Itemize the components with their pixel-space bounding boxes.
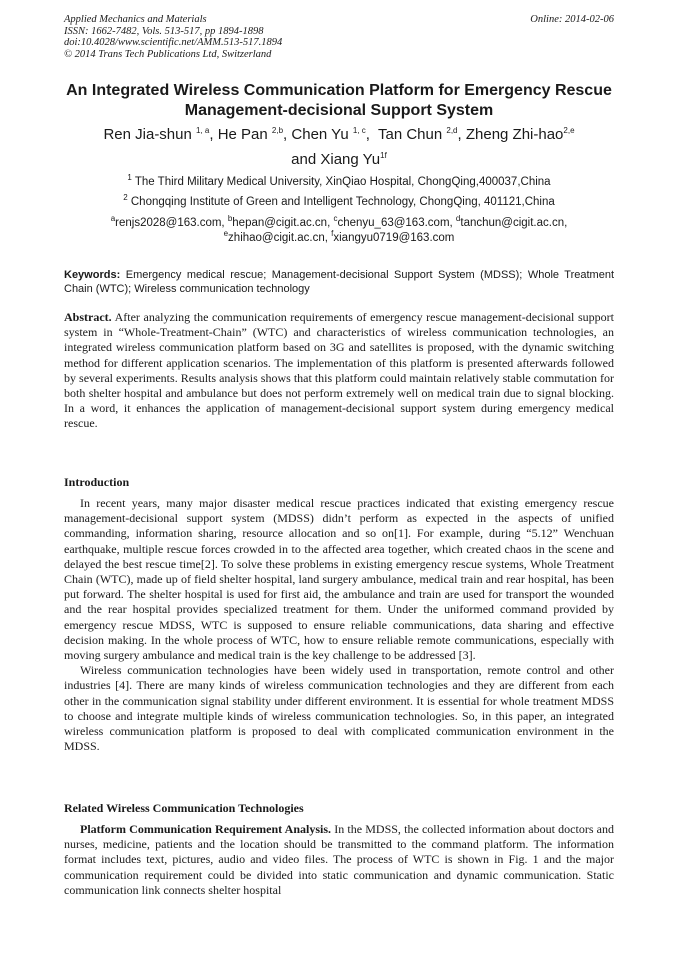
author-sup: 2,e	[563, 126, 575, 135]
intro-paragraph-2: Wireless communication technologies have been widely used in transportation, remote control and other industries [4]. There are many kinds of wireless communication technologies and they are different from each other in the communication signal stability under different environment. It is essential for whole treatment MDSS to choose and integrate multiple kinds of wireless communication technologies. So, in this paper, an integrated wireless communication platform is proposed to deal with complicated communication environment in the MDSS.	[64, 663, 614, 754]
author-name: Zheng Zhi-hao	[465, 126, 564, 143]
email-link[interactable]: tanchun@cigit.ac.cn,	[460, 217, 568, 229]
related-heading: Related Wireless Communication Technologies	[64, 801, 304, 815]
keywords-block	[64, 268, 614, 296]
author-sup: 2,b	[271, 126, 284, 135]
journal-header	[64, 14, 282, 60]
issn-line: ISSN: 1662-7482, Vols. 513-517, pp 1894-1898	[64, 25, 264, 37]
abstract-label: Abstract.	[64, 310, 112, 324]
email-link[interactable]: renjs2028@163.com,	[115, 217, 228, 229]
online-date: Online: 2014-02-06	[530, 14, 614, 25]
author-name: Chen Yu	[291, 126, 349, 143]
email-sup: d	[455, 214, 461, 224]
email-sup: e	[223, 229, 229, 239]
author-sup: 2,d	[446, 126, 458, 135]
introduction-heading: Introduction	[64, 475, 130, 489]
author-name: He Pan	[217, 126, 268, 143]
related-text: In the MDSS, the collected information about doctors and nurses, medicine, patients and the location should be transmitted to the command platform. The information format includes text, pictures, audio and video files. The process of WTC is shown in Fig. 1 and the major communication requirement could be divided into static communication and dynamic communication. Static communication link connects shelter hospital	[64, 822, 615, 897]
abstract-text: After analyzing the communication requirements of emergency rescue management-decisional support system in “Whole-Treatment-Chain” (WTC) and characteristics of wireless communication technologies, an integrated wireless communication platform based on 3G and satellites is proposed, with the dynamic switching method for different application scenarios. The implementation of this platform is presented afterwards followed by several experiments. Results analysis shows that this platform could maintain relatively stable commutation for both shelter hospital and ambulance but does not perform extremely well on medical train due to signal blocking. In a word, it enhances the application of management-decisional support system during emergency medical rescue.	[64, 310, 614, 431]
affiliation-text: Chongqing Institute of Green and Intelligent Technology, ChongQing, 401121,China	[130, 196, 555, 208]
keywords-text: Emergency medical rescue; Management-decisional Support System (MDSS); Whole Treatment Chain (WTC); Wireless communication technology	[64, 269, 614, 295]
journal-name: Applied Mechanics and Materials	[64, 14, 207, 25]
email-line-1	[40, 216, 638, 231]
affiliation-sup: 1	[127, 173, 132, 183]
email-link[interactable]: hepan@cigit.ac.cn,	[232, 217, 334, 229]
author-name: Ren Jia-shun	[103, 126, 192, 143]
author-sup: 1, a	[196, 126, 210, 135]
related-lead: Platform Communication Requirement Analysis.	[80, 822, 332, 836]
author-name: and Xiang Yu	[291, 151, 381, 168]
affiliation-1	[40, 175, 638, 189]
abstract-block	[64, 310, 614, 432]
title-line-2: Management-decisional Support System	[184, 102, 494, 119]
affiliation-sup: 2	[123, 193, 128, 203]
email-line-2	[40, 231, 638, 246]
author-line-2	[40, 147, 638, 172]
keywords-label: Keywords:	[64, 269, 121, 281]
email-link[interactable]: xiangyu0719@163.com	[333, 232, 455, 244]
email-sup: c	[333, 214, 338, 224]
author-line-1: Ren Jia-shun $^{1, a}$, He Pan $^{2,b}$, Chen Yu $^{1, c}$, Tan Chun $^{2,d}$, Zheng Zhi-hao$^{2,e}$	[103, 126, 575, 143]
email-link[interactable]: chenyu_63@163.com,	[337, 217, 456, 229]
doi-line[interactable]: doi:10.4028/www.scientific.net/AMM.513-517.1894	[64, 37, 283, 48]
title-line-1: An Integrated Wireless Communication Platform for Emergency Rescue	[66, 82, 612, 99]
author-name: Tan Chun	[377, 126, 443, 143]
email-sup: a	[110, 214, 116, 224]
author-emails	[40, 216, 638, 246]
intro-paragraph-1: In recent years, many major disaster medical rescue practices indicated that existing emergency rescue management-decisional support system (MDSS) didn’t perform as expected in the aspects of unified commanding, information sharing, resource allocation and so on[1]. For example, during “5.12” Wenchuan earthquake, multiple rescue forces crowded in to the affected area together, which created chaos in the scene and delayed the best rescue time[2]. To solve these problems in existing emergency rescue systems, Whole Treatment Chain (WTC), made up of field shelter hospital, land surgery ambulance, medical train and rear hospital, has been put forward. The shelter hospital is used for first aid, the ambulance and train are used for transport the wounded and the rear hospital provides specialized treatment for them. Under the uniformed command provided by emergency rescue MDSS, WTC is supposed to ensure reliable communications, data sharing and effective decision making. In the whole process of WTC, how to ensure reliable remote communications, especially with moving surgery ambulance and medical train is the key challenge to be addressed [3].	[64, 496, 614, 663]
introduction-body	[64, 496, 614, 754]
email-sup: b	[227, 214, 233, 224]
copyright-line: © 2014 Trans Tech Publications Ltd, Switzerland	[64, 48, 272, 60]
related-paragraph-1	[64, 822, 614, 898]
paper-title	[40, 81, 638, 121]
affiliation-text: The Third Military Medical University, XinQiao Hospital, ChongQing,400037,China	[134, 176, 551, 188]
email-sup: f	[331, 229, 334, 239]
email-link[interactable]: zhihao@cigit.ac.cn,	[228, 232, 332, 244]
author-sup: 1f	[380, 151, 387, 160]
affiliation-2	[40, 195, 638, 209]
author-list	[40, 122, 638, 172]
author-sup: 1, c	[352, 126, 366, 135]
related-body	[64, 822, 614, 898]
